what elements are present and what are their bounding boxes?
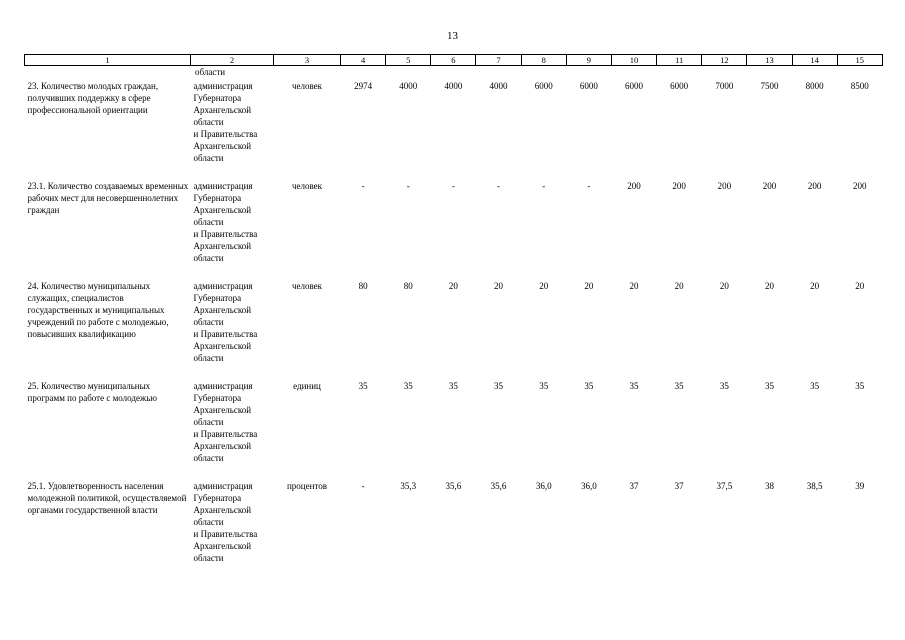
column-header-1: 1 bbox=[25, 55, 191, 66]
column-header-14: 14 bbox=[792, 55, 837, 66]
organization-line: администрация bbox=[193, 481, 253, 491]
organization-line: области bbox=[193, 117, 224, 127]
value-cell: 35 bbox=[403, 381, 413, 391]
column-header-7: 7 bbox=[476, 55, 521, 66]
value-cell: 200 bbox=[853, 181, 867, 191]
value-cell: 200 bbox=[807, 181, 822, 191]
value-cell: - bbox=[451, 181, 455, 191]
value-cell: 7500 bbox=[760, 81, 779, 91]
indicator-name: 25. Количество муниципальных программ по работе с молодежью bbox=[27, 381, 158, 403]
value-cell: 20 bbox=[764, 281, 774, 291]
organization-line: Губернатора bbox=[193, 293, 242, 303]
measurement-unit: человек bbox=[291, 181, 323, 191]
value-cell: 80 bbox=[358, 281, 368, 291]
measurement-unit: человек bbox=[291, 281, 323, 291]
value-cell: - bbox=[497, 181, 501, 191]
indicator-name: 25.1. Удовлетворенность населения молодежной политикой, осуществляемой органами государственной власти bbox=[27, 481, 187, 515]
value-cell: 37,5 bbox=[716, 481, 733, 491]
value-cell: 35 bbox=[448, 381, 458, 391]
organization-line: Архангельской bbox=[193, 205, 252, 215]
value-cell: 37 bbox=[629, 481, 639, 491]
organization-line: Архангельской bbox=[193, 141, 252, 151]
value-cell: 20 bbox=[584, 281, 594, 291]
organization-line: области bbox=[193, 517, 224, 527]
value-cell: 200 bbox=[672, 181, 686, 191]
value-cell: 20 bbox=[855, 281, 865, 291]
indicators-table bbox=[24, 54, 883, 579]
organization-line: Губернатора bbox=[193, 393, 242, 403]
value-cell: 4000 bbox=[489, 81, 508, 91]
value-cell: 39 bbox=[855, 481, 865, 491]
organization-line: области bbox=[193, 453, 224, 463]
value-cell: 35,6 bbox=[445, 481, 462, 491]
value-cell: 7000 bbox=[715, 81, 734, 91]
column-number-header bbox=[25, 55, 883, 66]
organization-line: и Правительства bbox=[193, 129, 258, 139]
measurement-unit: процентов bbox=[286, 481, 327, 491]
row-spacer bbox=[25, 364, 883, 379]
organization-line: Архангельской bbox=[193, 305, 252, 315]
organization-line: Архангельской bbox=[193, 405, 252, 415]
organization-line: области bbox=[193, 153, 224, 163]
value-cell: 35 bbox=[764, 381, 774, 391]
measurement-unit: человек bbox=[291, 81, 323, 91]
column-header-4: 4 bbox=[341, 55, 386, 66]
value-cell: 2974 bbox=[354, 81, 373, 91]
value-cell: - bbox=[406, 181, 410, 191]
value-cell: 200 bbox=[717, 181, 732, 191]
value-cell: 35 bbox=[539, 381, 549, 391]
value-cell: 35,6 bbox=[490, 481, 507, 491]
responsible-organization bbox=[191, 179, 274, 264]
value-cell: 35 bbox=[810, 381, 820, 391]
row-spacer bbox=[25, 464, 883, 479]
page-number: 13 bbox=[447, 30, 458, 42]
organization-line: области bbox=[193, 217, 224, 227]
responsible-organization bbox=[191, 479, 274, 564]
value-cell: 20 bbox=[719, 281, 729, 291]
value-cell: 4000 bbox=[444, 81, 463, 91]
value-cell: 38 bbox=[764, 481, 774, 491]
organization-line: Архангельской bbox=[193, 441, 252, 451]
table-row bbox=[25, 379, 883, 464]
organization-line: области bbox=[193, 553, 224, 563]
measurement-unit: единиц bbox=[293, 381, 321, 391]
indicator-name: 23. Количество молодых граждан, получивших поддержку в сфере профессиональной ориентации bbox=[27, 81, 159, 115]
indicator-name: 23.1. Количество создаваемых временных рабочих мест для несовершеннолетних граждан bbox=[27, 181, 189, 215]
value-cell: 6000 bbox=[579, 81, 598, 91]
column-header-5: 5 bbox=[386, 55, 431, 66]
column-header-12: 12 bbox=[702, 55, 747, 66]
organization-line: Архангельской bbox=[193, 505, 252, 515]
organization-line: администрация bbox=[193, 381, 253, 391]
organization-line: Губернатора bbox=[193, 493, 242, 503]
value-cell: 38,5 bbox=[806, 481, 823, 491]
value-cell: - bbox=[361, 181, 365, 191]
value-cell: 37 bbox=[674, 481, 684, 491]
column-header-10: 10 bbox=[611, 55, 656, 66]
value-cell: 6000 bbox=[625, 81, 644, 91]
value-cell: 20 bbox=[494, 281, 504, 291]
column-header-9: 9 bbox=[566, 55, 611, 66]
column-header-15: 15 bbox=[837, 55, 882, 66]
column-header-11: 11 bbox=[657, 55, 702, 66]
responsible-organization bbox=[191, 66, 274, 165]
value-cell: 36,0 bbox=[535, 481, 552, 491]
value-cell: 35 bbox=[629, 381, 639, 391]
organization-line: Архангельской bbox=[193, 105, 252, 115]
value-cell: 20 bbox=[448, 281, 458, 291]
value-cell: 35 bbox=[358, 381, 368, 391]
value-cell: - bbox=[542, 181, 546, 191]
organization-line: Губернатора bbox=[193, 193, 242, 203]
organization-line: области bbox=[193, 253, 224, 263]
indicator-name: 24. Количество муниципальных служащих, специалистов государственных и муниципальных учреждений по работе с молодежью, повысивших квалификацию bbox=[27, 281, 169, 339]
value-cell: 35 bbox=[494, 381, 504, 391]
table-row bbox=[25, 66, 883, 165]
table-row bbox=[25, 279, 883, 364]
organization-line: Архангельской bbox=[193, 241, 252, 251]
value-cell: 200 bbox=[762, 181, 777, 191]
value-cell: 35 bbox=[855, 381, 865, 391]
responsible-organization bbox=[191, 279, 274, 364]
value-cell: 6000 bbox=[670, 81, 689, 91]
organization-line: администрация bbox=[193, 181, 253, 191]
value-cell: 200 bbox=[627, 181, 641, 191]
carryover-text: области bbox=[195, 67, 226, 77]
value-cell: - bbox=[587, 181, 591, 191]
organization-line: Архангельской bbox=[193, 541, 252, 551]
value-cell: 20 bbox=[674, 281, 684, 291]
table-row bbox=[25, 179, 883, 264]
column-header-8: 8 bbox=[521, 55, 566, 66]
table-row bbox=[25, 479, 883, 564]
value-cell: 35 bbox=[674, 381, 684, 391]
responsible-organization bbox=[191, 379, 274, 464]
organization-line: области bbox=[193, 417, 224, 427]
column-header-13: 13 bbox=[747, 55, 792, 66]
value-cell: 8000 bbox=[805, 81, 824, 91]
organization-line: администрация bbox=[193, 81, 253, 91]
column-header-6: 6 bbox=[431, 55, 476, 66]
organization-line: области bbox=[193, 353, 224, 363]
value-cell: 36,0 bbox=[580, 481, 597, 491]
value-cell: 35 bbox=[719, 381, 729, 391]
row-spacer bbox=[25, 564, 883, 579]
organization-line: и Правительства bbox=[193, 229, 258, 239]
value-cell: 35,3 bbox=[400, 481, 417, 491]
value-cell: 80 bbox=[403, 281, 413, 291]
value-cell: 8500 bbox=[850, 81, 869, 91]
value-cell: 6000 bbox=[534, 81, 553, 91]
value-cell: 35 bbox=[584, 381, 594, 391]
organization-line: области bbox=[193, 317, 224, 327]
organization-line: Губернатора bbox=[193, 93, 242, 103]
organization-line: и Правительства bbox=[193, 529, 258, 539]
row-spacer bbox=[25, 164, 883, 179]
value-cell: - bbox=[361, 481, 365, 491]
value-cell: 20 bbox=[629, 281, 639, 291]
value-cell: 4000 bbox=[399, 81, 418, 91]
value-cell: 20 bbox=[810, 281, 820, 291]
organization-line: администрация bbox=[193, 281, 253, 291]
value-cell: 20 bbox=[539, 281, 549, 291]
organization-line: Архангельской bbox=[193, 341, 252, 351]
column-header-2: 2 bbox=[191, 55, 274, 66]
column-header-3: 3 bbox=[274, 55, 341, 66]
organization-line: и Правительства bbox=[193, 429, 258, 439]
row-spacer bbox=[25, 264, 883, 279]
organization-line: и Правительства bbox=[193, 329, 258, 339]
